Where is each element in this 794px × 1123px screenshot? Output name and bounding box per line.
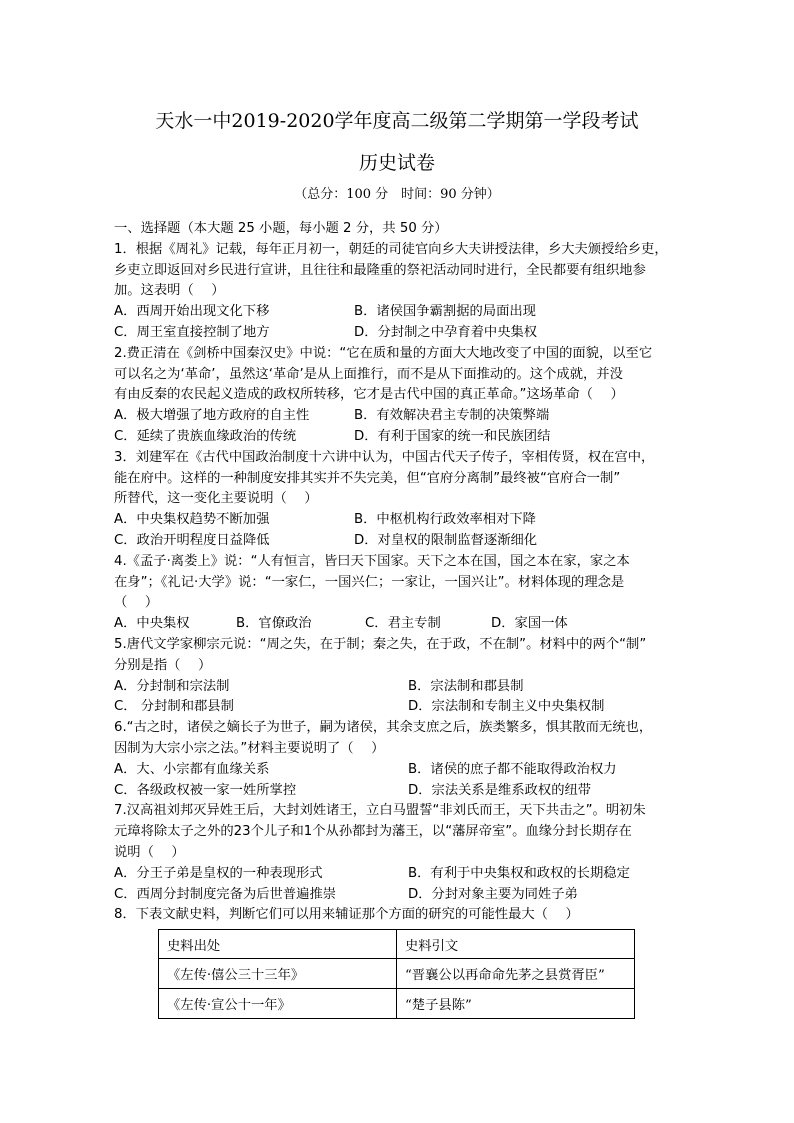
options-row [114, 864, 686, 885]
question-5 [114, 635, 686, 718]
option-b: B．有利于中央集权和政权的长期稳定 [408, 865, 630, 881]
option-d: D．对皇权的限制监督逐渐细化 [354, 532, 538, 548]
question-line: 5.唐代文学家柳宗元说：“周之失，在于制；秦之失，在于政，不在制”。材料中的两个“制” [114, 636, 647, 652]
question-line: 因制为大宗小宗之法。”材料主要说明了（ ） [114, 740, 385, 756]
options-row [114, 781, 686, 802]
subject-title: 历史试卷 [358, 152, 435, 174]
option-d: D．有利于国家的统一和民族团结 [354, 428, 551, 444]
options-row [114, 531, 686, 552]
option-b: B．官僚政治 [236, 616, 312, 632]
exam-info: （总分：100 分 时间：90 分钟） [294, 187, 500, 202]
option-b: B．宗法制和郡县制 [408, 678, 524, 694]
exam-title: 天水一中2019-2020学年度高二级第二学期第一学段考试 [155, 110, 639, 132]
option-a: A．中央集权趋势不断加强 [114, 512, 270, 528]
question-line: 在身”；《礼记·大学》说：“一家仁，一国兴仁；一家让，一国兴让”。材料体现的理念是 [114, 574, 625, 590]
table-cell: “晋襄公以再命命先茅之县赏胥臣” [397, 959, 635, 989]
option-b: B．有效解决君主专制的决策弊端 [354, 408, 550, 424]
section-heading: 一、选择题（本大题 25 小题，每小题 2 分，共 50 分） [114, 221, 448, 236]
option-b: B．中枢机构行政效率相对下降 [354, 512, 536, 528]
option-c: C．周王室直接控制了地方 [114, 324, 270, 340]
source-table [158, 929, 635, 1019]
question-line: 7.汉高祖刘邦灭异姓王后，大封刘姓诸王，立白马盟誓“非刘氏而王，天下共击之”。明初朱 [114, 803, 646, 819]
question-line: 3．刘建军在《古代中国政治制度十六讲中认为，中国古代天子传子，宰相传贤，权在宫中， [114, 449, 655, 465]
option-a: A．分王子弟是皇权的一种表现形式 [114, 865, 323, 881]
option-b: B．诸侯国争霸割据的局面出现 [354, 304, 536, 320]
option-c: C．君主专制 [365, 616, 441, 632]
table-row [159, 989, 635, 1019]
question-line: 8．下表文献史料，判断它们可以用来辅证那个方面的研究的可能性最大（ ） [114, 907, 579, 923]
options-row [114, 885, 686, 906]
question-line: 分别是指（ ） [114, 657, 212, 673]
question-line: 6.“古之时，诸侯之嫡长子为世子，嗣为诸侯，其余支庶之后，族类繁多，惧其散而无统也， [114, 720, 653, 736]
table-cell: “楚子县陈” [397, 989, 635, 1019]
table-cell: 《左传·僖公三十三年》 [159, 959, 397, 989]
options-row [114, 323, 686, 344]
question-6 [114, 718, 686, 801]
option-a: A．中央集权 [114, 616, 190, 632]
question-line: 所替代，这一变化主要说明（ ） [114, 491, 318, 507]
table-cell: 《左传·宣公十一年》 [159, 989, 397, 1019]
option-d: D．宗法制和专制主义中央集权制 [408, 699, 605, 715]
table-header-row [159, 930, 635, 959]
question-3 [114, 448, 686, 552]
question-line: 可以名之为‘革命’，虽然这‘革命’是从上面推行，而不是从下面推动的。这个成就，并没 [114, 366, 623, 382]
question-4 [114, 552, 686, 635]
question-8 [114, 905, 686, 926]
option-d: D．家国一体 [491, 616, 568, 632]
question-line: 能在府中。这样的一种制度安排其实并不失完美，但“官府分离制”最终被“官府合一制” [114, 470, 621, 486]
options-row [114, 302, 686, 323]
question-line: 1．根据《周礼》记载，每年正月初一，朝廷的司徒官向乡大夫讲授法律，乡大夫颁授给乡吏， [114, 241, 668, 257]
option-c: C． 分封制和郡县制 [114, 699, 234, 715]
table-header: 史料出处 [159, 930, 397, 959]
option-a: A．大、小宗都有血缘关系 [114, 761, 270, 777]
options-row [114, 760, 686, 781]
question-line: 有由反秦的农民起义造成的政权所转移，它才是古代中国的真正革命。”这场革命（ ） [114, 387, 624, 403]
question-7 [114, 801, 686, 905]
option-c: C．西周分封制度完备为后世普遍推崇 [114, 886, 337, 902]
option-a: A．分封制和宗法制 [114, 678, 230, 694]
option-b: B．诸侯的庶子都不能取得政治权力 [408, 761, 617, 777]
options-row [114, 427, 686, 448]
question-line: 元璋将除太子之外的23个儿子和1个从孙都封为藩王，以“藩屏帝室”。血缘分封长期存在 [114, 824, 632, 840]
options-row [114, 510, 686, 531]
option-c: C．政治开明程度日益降低 [114, 532, 270, 548]
option-d: D．宗法关系是维系政权的纽带 [408, 782, 592, 798]
options-row [114, 614, 686, 635]
option-c: C．延续了贵族血缘政治的传统 [114, 428, 297, 444]
table-header: 史料引文 [397, 930, 635, 959]
table-row [159, 959, 635, 989]
option-a: A．西周开始出现文化下移 [114, 304, 270, 320]
question-2 [114, 344, 686, 448]
option-a: A．极大增强了地方政府的自主性 [114, 408, 310, 424]
options-row [114, 406, 686, 427]
question-1 [114, 240, 686, 344]
options-row [114, 677, 686, 698]
questions-area [114, 219, 686, 926]
option-d: D．分封制之中孕育着中央集权 [354, 324, 538, 340]
question-line: 说明（ ） [114, 844, 185, 860]
option-c: C．各级政权被一家一姓所掌控 [114, 782, 297, 798]
question-line: 加。这表明（ ） [114, 283, 225, 299]
question-line: （ ） [114, 595, 159, 611]
question-line: 2.费正清在《剑桥中国秦汉史》中说：“它在质和量的方面大大地改变了中国的面貌，以至它 [114, 345, 653, 361]
option-d: D．分封对象主要为同姓子弟 [408, 886, 578, 902]
options-row [114, 697, 686, 718]
question-line: 4.《孟子·离娄上》说：“人有恒言，皆曰天下国家。天下之本在国，国之本在家，家之本 [114, 553, 630, 569]
question-line: 乡吏立即返回对乡民进行宣讲，且往往和最隆重的祭祀活动同时进行，全民都要有组织地参 [114, 262, 646, 278]
